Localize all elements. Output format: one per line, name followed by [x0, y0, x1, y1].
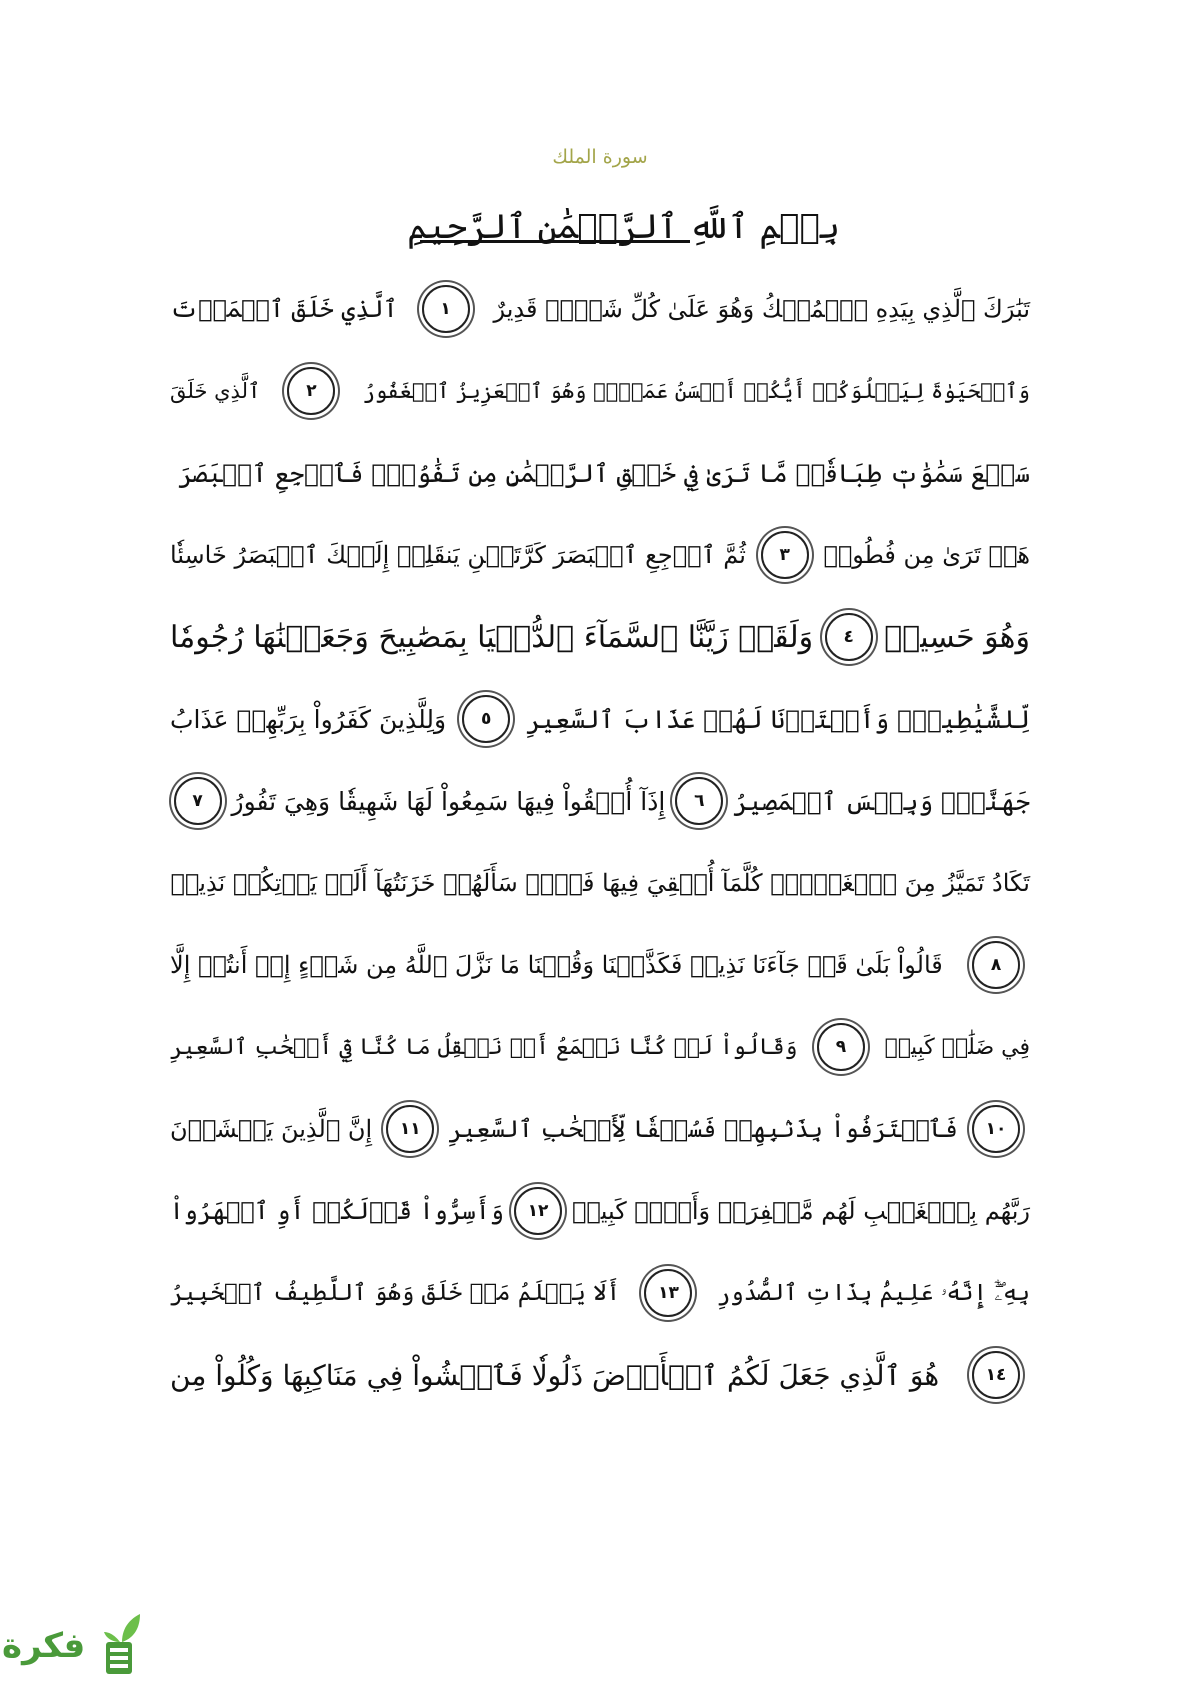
ayah-number-marker: ٣ [761, 531, 809, 579]
verse-text-segment: سَبۡعَ سَمَٰوَٰتٖ طِبَاقٗاۖ مَّا تَرَىٰ فِي خَلۡقِ ٱلرَّحۡمَٰنِ مِن تَفَٰوُتٖۖ فَٱرۡجِعِ ٱلۡبَصَرَ [178, 458, 1030, 488]
verse-text-segment: إِذَآ أُلۡقُواْ فِيهَا سَمِعُواْ لَهَا شَهِيقٗا وَهِيَ تَفُورُ [231, 786, 666, 816]
verse-text-block [170, 268, 1030, 1416]
verse-text-segment: إِنَّ ٱلَّذِينَ يَخۡشَوۡنَ [170, 1115, 373, 1143]
ayah-number-marker: ٧ [174, 777, 222, 825]
verse-text-segment: بِهِۦٓۖ إِنَّهُۥ عَلِيمُۢ بِذَاتِ ٱلصُّدُورِ [716, 1280, 1030, 1306]
ayah-number-marker: ١ [422, 285, 470, 333]
verse-text-segment: وَٱلۡحَيَوٰةَ لِيَبۡلُوَكُمۡ أَيُّكُمۡ أَحۡسَنُ عَمَلٗاۚ وَهُوَ ٱلۡعَزِيزُ ٱلۡغَفُورُ [362, 379, 1030, 403]
ayah-number-marker: ١٢ [514, 1187, 562, 1235]
verse-text-segment: لِّلشَّيَٰطِينِۖ وَأَعۡتَدۡنَا لَهُمۡ عَذَابَ ٱلسَّعِيرِ [526, 704, 1030, 734]
verse-text-segment: ٱلَّذِي خَلَقَ ٱلۡمَوۡتَ [170, 295, 398, 323]
logo-text: فكرة [2, 1626, 86, 1666]
ayah-number-marker: ٦ [675, 777, 723, 825]
verse-line [170, 350, 1030, 432]
surah-title: سورة الملك [552, 146, 648, 168]
verse-text-segment: جَهَنَّمَۖ وَبِئۡسَ ٱلۡمَصِيرُ [733, 786, 1030, 816]
basmala [360, 196, 840, 268]
ayah-number-marker: ٤ [825, 613, 873, 661]
verse-text-segment: قَالُواْ بَلَىٰ قَدۡ جَآءَنَا نَذِيرٞ فَكَذَّبۡنَا وَقُلۡنَا مَا نَزَّلَ ٱللَّهُ مِن شَيۡءٍ إِنۡ أَنتُمۡ إِلَّا [170, 951, 943, 979]
ayah-number-marker: ٥ [462, 695, 510, 743]
ayah-number-marker: ١٠ [972, 1105, 1020, 1153]
verse-text-segment: رَبَّهُم بِٱلۡغَيۡبِ لَهُم مَّغۡفِرَةٞ وَأَجۡرٞ كَبِيرٞ [571, 1197, 1030, 1225]
verse-line [170, 432, 1030, 514]
verse-line [170, 924, 1030, 1006]
verse-text-segment: تَكَادُ تَمَيَّزُ مِنَ ٱلۡغَيۡظِۖ كُلَّمَآ أُلۡقِيَ فِيهَا فَوۡجٞ سَأَلَهُمۡ خَزَنَتُهَآ أَلَمۡ يَأۡتِكُمۡ نَذِيرٞ [170, 869, 1030, 897]
ayah-number-marker: ١٤ [972, 1351, 1020, 1399]
verse-line [170, 1088, 1030, 1170]
ayah-number-marker: ٢ [287, 367, 335, 415]
verse-line [170, 514, 1030, 596]
verse-text-segment: فَٱعۡتَرَفُواْ بِذَنۢبِهِمۡ فَسُحۡقٗا لِّأَصۡحَٰبِ ٱلسَّعِيرِ [448, 1115, 958, 1143]
verse-line [170, 596, 1030, 678]
verse-text-segment: هَلۡ تَرَىٰ مِن فُطُورٖ [823, 541, 1030, 569]
verse-line [170, 1170, 1030, 1252]
verse-line [170, 1334, 1030, 1416]
verse-text-segment: وَلِلَّذِينَ كَفَرُواْ بِرَبِّهِمۡ عَذَابُ [170, 704, 447, 734]
ayah-number-marker: ٨ [972, 941, 1020, 989]
verse-line [170, 1006, 1030, 1088]
verse-line [170, 1252, 1030, 1334]
book-leaf-icon [100, 1612, 144, 1678]
verse-line [170, 268, 1030, 350]
ayah-number-marker: ١١ [386, 1105, 434, 1153]
basmala-text: بِسۡمِ ٱللَّهِ ٱلرَّحۡمَٰنِ ٱلرَّحِيمِ [407, 207, 840, 247]
verse-text-segment: ٱلَّذِي خَلَقَ [170, 379, 261, 403]
verse-line [170, 842, 1030, 924]
verse-text-segment: فِي ضَلَٰلٖ كَبِيرٖ [884, 1034, 1030, 1060]
ayah-number-marker: ٩ [817, 1023, 865, 1071]
verse-line [170, 678, 1030, 760]
verse-text-segment: وَهُوَ حَسِيرٞ [884, 619, 1030, 655]
verse-line [170, 760, 1030, 842]
verse-text-segment: هُوَ ٱلَّذِي جَعَلَ لَكُمُ ٱلۡأَرۡضَ ذَلُولٗا فَٱمۡشُواْ فِي مَنَاكِبِهَا وَكُلُواْ مِن [170, 1358, 940, 1392]
site-logo [0, 1612, 150, 1682]
verse-text-segment: أَلَا يَعۡلَمُ مَنۡ خَلَقَ وَهُوَ ٱللَّطِيفُ ٱلۡخَبِيرُ [170, 1280, 621, 1306]
verse-text-segment: تَبَٰرَكَ ٱلَّذِي بِيَدِهِ ٱلۡمُلۡكُ وَهُوَ عَلَىٰ كُلِّ شَيۡءٖ قَدِيرٌ [493, 295, 1030, 323]
verse-text-segment: وَلَقَدۡ زَيَّنَّا ٱلسَّمَآءَ ٱلدُّنۡيَا بِمَصَٰبِيحَ وَجَعَلۡنَٰهَا رُجُومٗا [170, 619, 814, 655]
verse-text-segment: وَأَسِرُّواْ قَوۡلَكُمۡ أَوِ ٱجۡهَرُواْ [169, 1197, 504, 1225]
ayah-number-marker: ١٣ [644, 1269, 692, 1317]
verse-text-segment: ثُمَّ ٱرۡجِعِ ٱلۡبَصَرَ كَرَّتَيۡنِ يَنقَلِبۡ إِلَيۡكَ ٱلۡبَصَرُ خَاسِئٗا [170, 541, 746, 569]
verse-text-segment: وَقَالُواْ لَوۡ كُنَّا نَسۡمَعُ أَوۡ نَعۡقِلُ مَا كُنَّا فِيٓ أَصۡحَٰبِ ٱلسَّعِيرِ [170, 1034, 798, 1060]
